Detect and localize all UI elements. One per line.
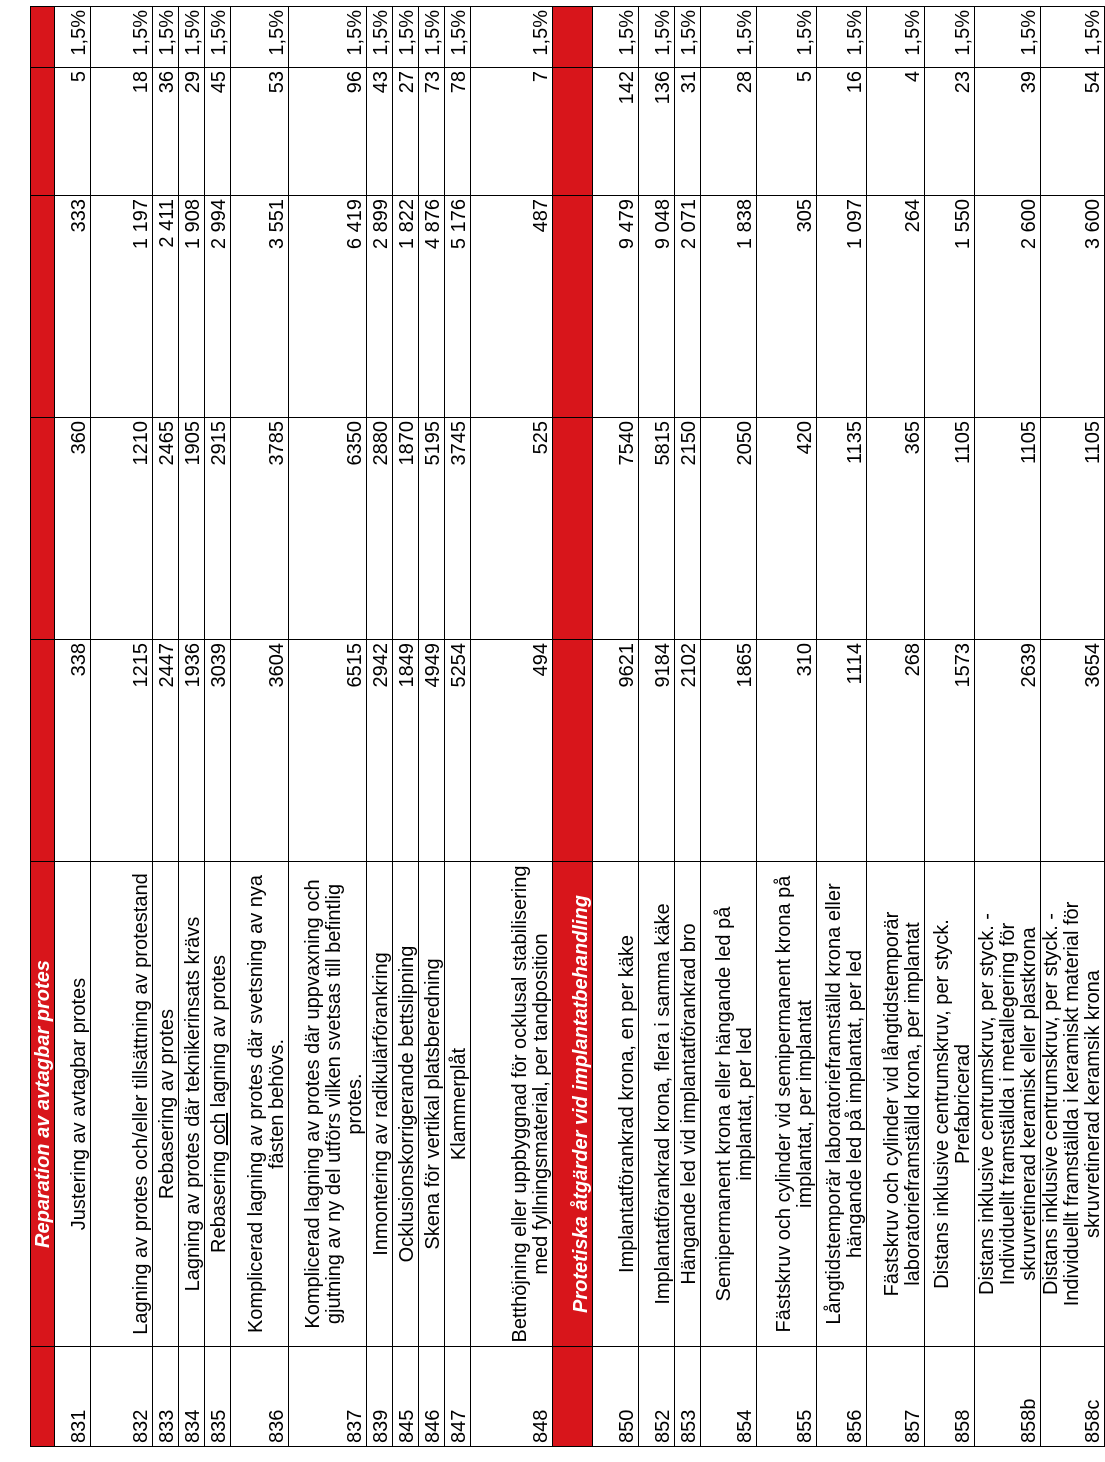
section-header-cell xyxy=(553,196,593,418)
section-header-cell xyxy=(31,640,55,862)
row-value-a: 494 xyxy=(471,640,553,862)
table-row xyxy=(639,7,675,1447)
row-description: Rebasering och lagning av protes xyxy=(205,862,231,1347)
row-value-c: 1 097 xyxy=(817,196,867,418)
row-value-e: 1,5% xyxy=(205,7,231,68)
section-header-spacer xyxy=(31,1347,55,1447)
price-table xyxy=(30,6,1105,1447)
row-value-b: 3785 xyxy=(231,418,289,640)
table-row xyxy=(975,7,1041,1447)
row-value-e: 1,5% xyxy=(675,7,701,68)
row-value-c: 2 899 xyxy=(367,196,393,418)
row-value-b: 5815 xyxy=(639,418,675,640)
row-value-e: 1,5% xyxy=(1041,7,1105,68)
row-value-e: 1,5% xyxy=(231,7,289,68)
row-code: 854 xyxy=(701,1347,757,1447)
row-value-b: 7540 xyxy=(593,418,639,640)
row-value-a: 268 xyxy=(867,640,925,862)
row-value-e: 1,5% xyxy=(867,7,925,68)
row-code: 846 xyxy=(419,1347,445,1447)
row-value-d: 39 xyxy=(975,68,1041,196)
row-value-c: 333 xyxy=(55,196,91,418)
row-value-d: 45 xyxy=(205,68,231,196)
table-row xyxy=(205,7,231,1447)
row-value-d: 23 xyxy=(925,68,975,196)
row-description: Betthöjning eller uppbyggnad för ocklusal stabilisering med fyllningsmaterial, per tandposition xyxy=(471,862,553,1347)
row-value-c: 3 551 xyxy=(231,196,289,418)
row-value-d: 28 xyxy=(701,68,757,196)
section-header-cell xyxy=(553,7,593,68)
row-value-b: 3745 xyxy=(445,418,471,640)
table-row xyxy=(231,7,289,1447)
row-value-c: 487 xyxy=(471,196,553,418)
row-code: 857 xyxy=(867,1347,925,1447)
row-value-b: 2465 xyxy=(153,418,179,640)
table-row xyxy=(367,7,393,1447)
row-value-b: 420 xyxy=(757,418,817,640)
table-row xyxy=(925,7,975,1447)
row-value-a: 2447 xyxy=(153,640,179,862)
row-description: Justering av avtagbar protes xyxy=(55,862,91,1347)
row-description: Lagning av protes där teknikerinsats krävs xyxy=(179,862,205,1347)
row-value-d: 7 xyxy=(471,68,553,196)
row-code: 847 xyxy=(445,1347,471,1447)
row-value-b: 1210 xyxy=(91,418,153,640)
row-code: 832 xyxy=(91,1347,153,1447)
row-value-c: 6 419 xyxy=(289,196,367,418)
row-value-e: 1,5% xyxy=(639,7,675,68)
row-value-c: 1 822 xyxy=(393,196,419,418)
row-value-e: 1,5% xyxy=(593,7,639,68)
row-value-b: 2880 xyxy=(367,418,393,640)
row-value-d: 142 xyxy=(593,68,639,196)
row-value-b: 2915 xyxy=(205,418,231,640)
row-value-a: 3654 xyxy=(1041,640,1105,862)
row-code: 858c xyxy=(1041,1347,1105,1447)
row-value-d: 5 xyxy=(757,68,817,196)
row-value-d: 96 xyxy=(289,68,367,196)
row-description: Ocklusionskorrigerande bettslipning xyxy=(393,862,419,1347)
row-value-c: 2 411 xyxy=(153,196,179,418)
row-value-d: 5 xyxy=(55,68,91,196)
row-description: Lagning av protes och/eller tillsättning av protestand xyxy=(91,862,153,1347)
row-value-a: 2639 xyxy=(975,640,1041,862)
row-value-b: 2150 xyxy=(675,418,701,640)
row-value-b: 1105 xyxy=(925,418,975,640)
section-header-cell xyxy=(31,418,55,640)
table-row xyxy=(445,7,471,1447)
row-value-a: 1936 xyxy=(179,640,205,862)
row-value-e: 1,5% xyxy=(701,7,757,68)
table-row xyxy=(153,7,179,1447)
row-value-e: 1,5% xyxy=(91,7,153,68)
row-value-b: 6350 xyxy=(289,418,367,640)
section-header-spacer xyxy=(553,1347,593,1447)
table-row xyxy=(471,7,553,1447)
row-description: Skena för vertikal platsberedning xyxy=(419,862,445,1347)
row-value-e: 1,5% xyxy=(367,7,393,68)
row-value-c: 1 197 xyxy=(91,196,153,418)
row-value-d: 136 xyxy=(639,68,675,196)
table-row xyxy=(701,7,757,1447)
row-description: Hängande led vid implantatförankrad bro xyxy=(675,862,701,1347)
row-value-d: 31 xyxy=(675,68,701,196)
row-value-d: 36 xyxy=(153,68,179,196)
row-code: 858b xyxy=(975,1347,1041,1447)
row-value-a: 1114 xyxy=(817,640,867,862)
row-code: 836 xyxy=(231,1347,289,1447)
row-value-a: 3039 xyxy=(205,640,231,862)
row-code: 850 xyxy=(593,1347,639,1447)
row-description: Inmontering av radikulärförankring xyxy=(367,862,393,1347)
row-value-e: 1,5% xyxy=(179,7,205,68)
row-code: 835 xyxy=(205,1347,231,1447)
row-code: 855 xyxy=(757,1347,817,1447)
underlined-word: och xyxy=(208,1112,230,1146)
row-value-c: 1 908 xyxy=(179,196,205,418)
row-value-b: 1135 xyxy=(817,418,867,640)
row-code: 831 xyxy=(55,1347,91,1447)
row-value-c: 1 838 xyxy=(701,196,757,418)
row-code: 845 xyxy=(393,1347,419,1447)
section-header-cell xyxy=(31,196,55,418)
section-header-row xyxy=(553,7,593,1447)
row-description: Semipermanent krona eller hängande led på implantat, per led xyxy=(701,862,757,1347)
row-value-c: 2 071 xyxy=(675,196,701,418)
row-value-a: 9621 xyxy=(593,640,639,862)
table-row xyxy=(675,7,701,1447)
row-description: Rebasering av protes xyxy=(153,862,179,1347)
row-description: Komplicerad lagning av protes där uppvaxning och gjutning av ny del utförs vilken svetsas till befintlig protes. xyxy=(289,862,367,1347)
row-value-e: 1,5% xyxy=(445,7,471,68)
row-value-b: 360 xyxy=(55,418,91,640)
row-code: 848 xyxy=(471,1347,553,1447)
row-value-e: 1,5% xyxy=(153,7,179,68)
row-value-b: 5195 xyxy=(419,418,445,640)
table-row xyxy=(593,7,639,1447)
row-value-a: 5254 xyxy=(445,640,471,862)
row-code: 837 xyxy=(289,1347,367,1447)
row-value-a: 1865 xyxy=(701,640,757,862)
row-value-a: 9184 xyxy=(639,640,675,862)
row-value-c: 5 176 xyxy=(445,196,471,418)
section-header-cell xyxy=(553,68,593,196)
row-value-e: 1,5% xyxy=(471,7,553,68)
table-row xyxy=(867,7,925,1447)
row-value-d: 29 xyxy=(179,68,205,196)
row-value-e: 1,5% xyxy=(55,7,91,68)
row-value-b: 1105 xyxy=(1041,418,1105,640)
row-value-e: 1,5% xyxy=(925,7,975,68)
price-table-body xyxy=(31,7,1105,1447)
table-row xyxy=(55,7,91,1447)
row-code: 834 xyxy=(179,1347,205,1447)
row-value-e: 1,5% xyxy=(757,7,817,68)
row-value-d: 53 xyxy=(231,68,289,196)
row-value-d: 18 xyxy=(91,68,153,196)
row-value-d: 16 xyxy=(817,68,867,196)
row-value-a: 1849 xyxy=(393,640,419,862)
row-value-c: 305 xyxy=(757,196,817,418)
row-description: Distans inklusive centrumskruv, per styck. Prefabricerad xyxy=(925,862,975,1347)
row-value-c: 9 048 xyxy=(639,196,675,418)
section-title: Protetiska åtgärder vid implantatbehandling xyxy=(553,862,593,1347)
row-code: 852 xyxy=(639,1347,675,1447)
row-value-b: 1905 xyxy=(179,418,205,640)
row-value-e: 1,5% xyxy=(817,7,867,68)
row-value-a: 4949 xyxy=(419,640,445,862)
section-header-cell xyxy=(31,68,55,196)
row-description: Distans inklusive centrumskruv, per styck. - Individuellt framställda i keramiskt material för skruvretinerad keramsik krona xyxy=(1041,862,1105,1347)
row-description: Implantatförankrad krona, flera i samma käke xyxy=(639,862,675,1347)
table-row xyxy=(179,7,205,1447)
row-value-b: 365 xyxy=(867,418,925,640)
row-value-e: 1,5% xyxy=(419,7,445,68)
row-value-c: 1 550 xyxy=(925,196,975,418)
row-value-c: 9 479 xyxy=(593,196,639,418)
row-value-d: 73 xyxy=(419,68,445,196)
table-row xyxy=(757,7,817,1447)
row-value-a: 1573 xyxy=(925,640,975,862)
row-code: 856 xyxy=(817,1347,867,1447)
section-header-cell xyxy=(553,418,593,640)
section-header-row xyxy=(31,7,55,1447)
row-description: Implantatförankrad krona, en per käke xyxy=(593,862,639,1347)
table-row xyxy=(817,7,867,1447)
row-description: Fästskruv och cylinder vid långtidstemporär laboratorieframställd krona, per implantat xyxy=(867,862,925,1347)
rotated-table-wrapper xyxy=(30,7,1104,1447)
row-description: Långtidstemporär laboratorieframställd krona eller hängande led på implantat, per led xyxy=(817,862,867,1347)
row-value-e: 1,5% xyxy=(393,7,419,68)
row-code: 839 xyxy=(367,1347,393,1447)
row-value-d: 27 xyxy=(393,68,419,196)
row-value-b: 1105 xyxy=(975,418,1041,640)
row-value-b: 525 xyxy=(471,418,553,640)
row-code: 858 xyxy=(925,1347,975,1447)
row-value-c: 3 600 xyxy=(1041,196,1105,418)
section-title: Reparation av avtagbar protes xyxy=(31,862,55,1347)
row-description: Fästskruv och cylinder vid semipermanent krona på implantat, per implantat xyxy=(757,862,817,1347)
row-value-a: 3604 xyxy=(231,640,289,862)
row-value-a: 310 xyxy=(757,640,817,862)
row-description: Klammerplåt xyxy=(445,862,471,1347)
section-header-cell xyxy=(31,7,55,68)
row-code: 833 xyxy=(153,1347,179,1447)
row-value-c: 264 xyxy=(867,196,925,418)
row-value-d: 43 xyxy=(367,68,393,196)
row-value-a: 2942 xyxy=(367,640,393,862)
row-value-b: 2050 xyxy=(701,418,757,640)
row-value-d: 78 xyxy=(445,68,471,196)
table-row xyxy=(1041,7,1105,1447)
row-value-a: 6515 xyxy=(289,640,367,862)
table-row xyxy=(393,7,419,1447)
row-value-e: 1,5% xyxy=(289,7,367,68)
row-code: 853 xyxy=(675,1347,701,1447)
row-description: Komplicerad lagning av protes där svetsning av nya fästen behövs. xyxy=(231,862,289,1347)
row-description: Distans inklusive centrumskruv, per styck. - Individuellt framställda i metallegering för skruvretinerad keramisk eller plastkrona xyxy=(975,862,1041,1347)
table-row xyxy=(91,7,153,1447)
row-value-b: 1870 xyxy=(393,418,419,640)
table-row xyxy=(289,7,367,1447)
row-value-c: 2 600 xyxy=(975,196,1041,418)
row-value-d: 4 xyxy=(867,68,925,196)
table-row xyxy=(419,7,445,1447)
row-value-a: 2102 xyxy=(675,640,701,862)
row-value-e: 1,5% xyxy=(975,7,1041,68)
row-value-c: 4 876 xyxy=(419,196,445,418)
row-value-c: 2 994 xyxy=(205,196,231,418)
section-header-cell xyxy=(553,640,593,862)
row-value-d: 54 xyxy=(1041,68,1105,196)
row-value-a: 338 xyxy=(55,640,91,862)
row-value-a: 1215 xyxy=(91,640,153,862)
